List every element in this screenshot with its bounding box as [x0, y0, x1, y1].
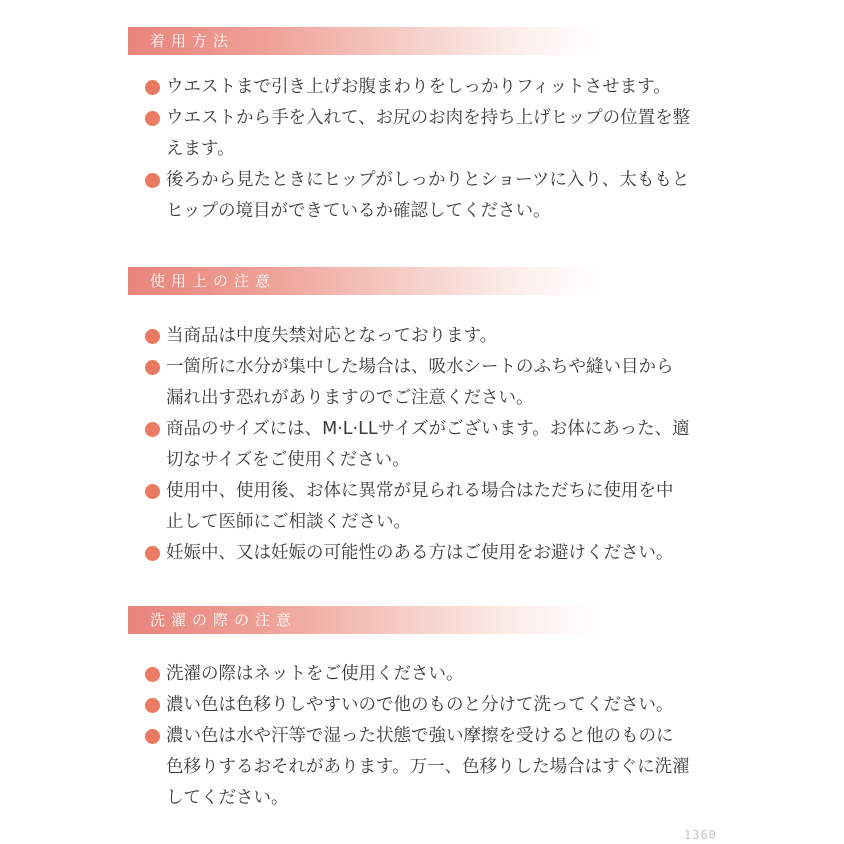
list-item: [144, 476, 716, 538]
list-item: [144, 690, 716, 721]
list-item-text: 洗濯の際はネットをご使用ください。: [166, 664, 464, 684]
bullet-list-usage: [144, 321, 716, 569]
section-title: 使用上の注意: [150, 272, 277, 290]
list-item: [144, 321, 716, 352]
list-item-text: 濃い色は水や汗等で湿った状態で強い摩擦を受けると他のものに 色移りするおそれがあります。万一、色移りした場合はすぐに洗濯 してください。: [166, 726, 690, 808]
bullet-dot-icon: [145, 667, 160, 682]
bullet-dot-icon: [145, 173, 160, 188]
list-item-text: 妊娠中、又は妊娠の可能性のある方はご使用をお避けください。: [166, 543, 674, 563]
list-item-text: 濃い色は色移りしやすいので他のものと分けて洗ってください。: [166, 695, 674, 715]
list-item: [144, 538, 716, 569]
list-item-text: 一箇所に水分が集中した場合は、吸水シートのふちや縫い目から 漏れ出す恐れがありますのでご注意ください。: [166, 357, 674, 408]
list-item: [144, 103, 716, 165]
section-header-usage: [128, 267, 600, 295]
list-item-text: 当商品は中度失禁対応となっております。: [166, 326, 498, 346]
section-header-washing: [128, 606, 600, 634]
bullet-dot-icon: [145, 729, 160, 744]
section-header-wearing: [128, 27, 600, 55]
bullet-dot-icon: [145, 484, 160, 499]
bullet-dot-icon: [145, 698, 160, 713]
list-item: [144, 414, 716, 476]
list-item-text: 商品のサイズには、M·L·LLサイズがございます。お体にあった、適 切なサイズをご使用ください。: [166, 419, 690, 470]
bullet-dot-icon: [145, 80, 160, 95]
bullet-dot-icon: [145, 546, 160, 561]
list-item: [144, 721, 716, 814]
section-title: 洗濯の際の注意: [150, 611, 298, 629]
bullet-dot-icon: [145, 329, 160, 344]
bullet-dot-icon: [145, 422, 160, 437]
list-item: [144, 659, 716, 690]
bullet-dot-icon: [145, 111, 160, 126]
list-item-text: ウエストから手を入れて、お尻のお肉を持ち上げヒップの位置を整 えます。: [166, 108, 691, 159]
list-item: [144, 352, 716, 414]
list-item: [144, 72, 716, 103]
list-item-text: 使用中、使用後、お体に異常が見られる場合はただちに使用を中 止して医師にご相談ください。: [166, 481, 674, 532]
page-number: 1360: [684, 828, 717, 842]
bullet-list-wearing: [144, 72, 716, 227]
list-item: [144, 165, 716, 227]
section-title: 着用方法: [150, 32, 235, 50]
bullet-dot-icon: [145, 360, 160, 375]
bullet-list-washing: [144, 659, 716, 814]
list-item-text: ウエストまで引き上げお腹まわりをしっかりフィットさせます。: [166, 77, 671, 97]
list-item-text: 後ろから見たときにヒップがしっかりとショーツに入り、太ももと ヒップの境目ができているか確認してください。: [166, 170, 690, 221]
